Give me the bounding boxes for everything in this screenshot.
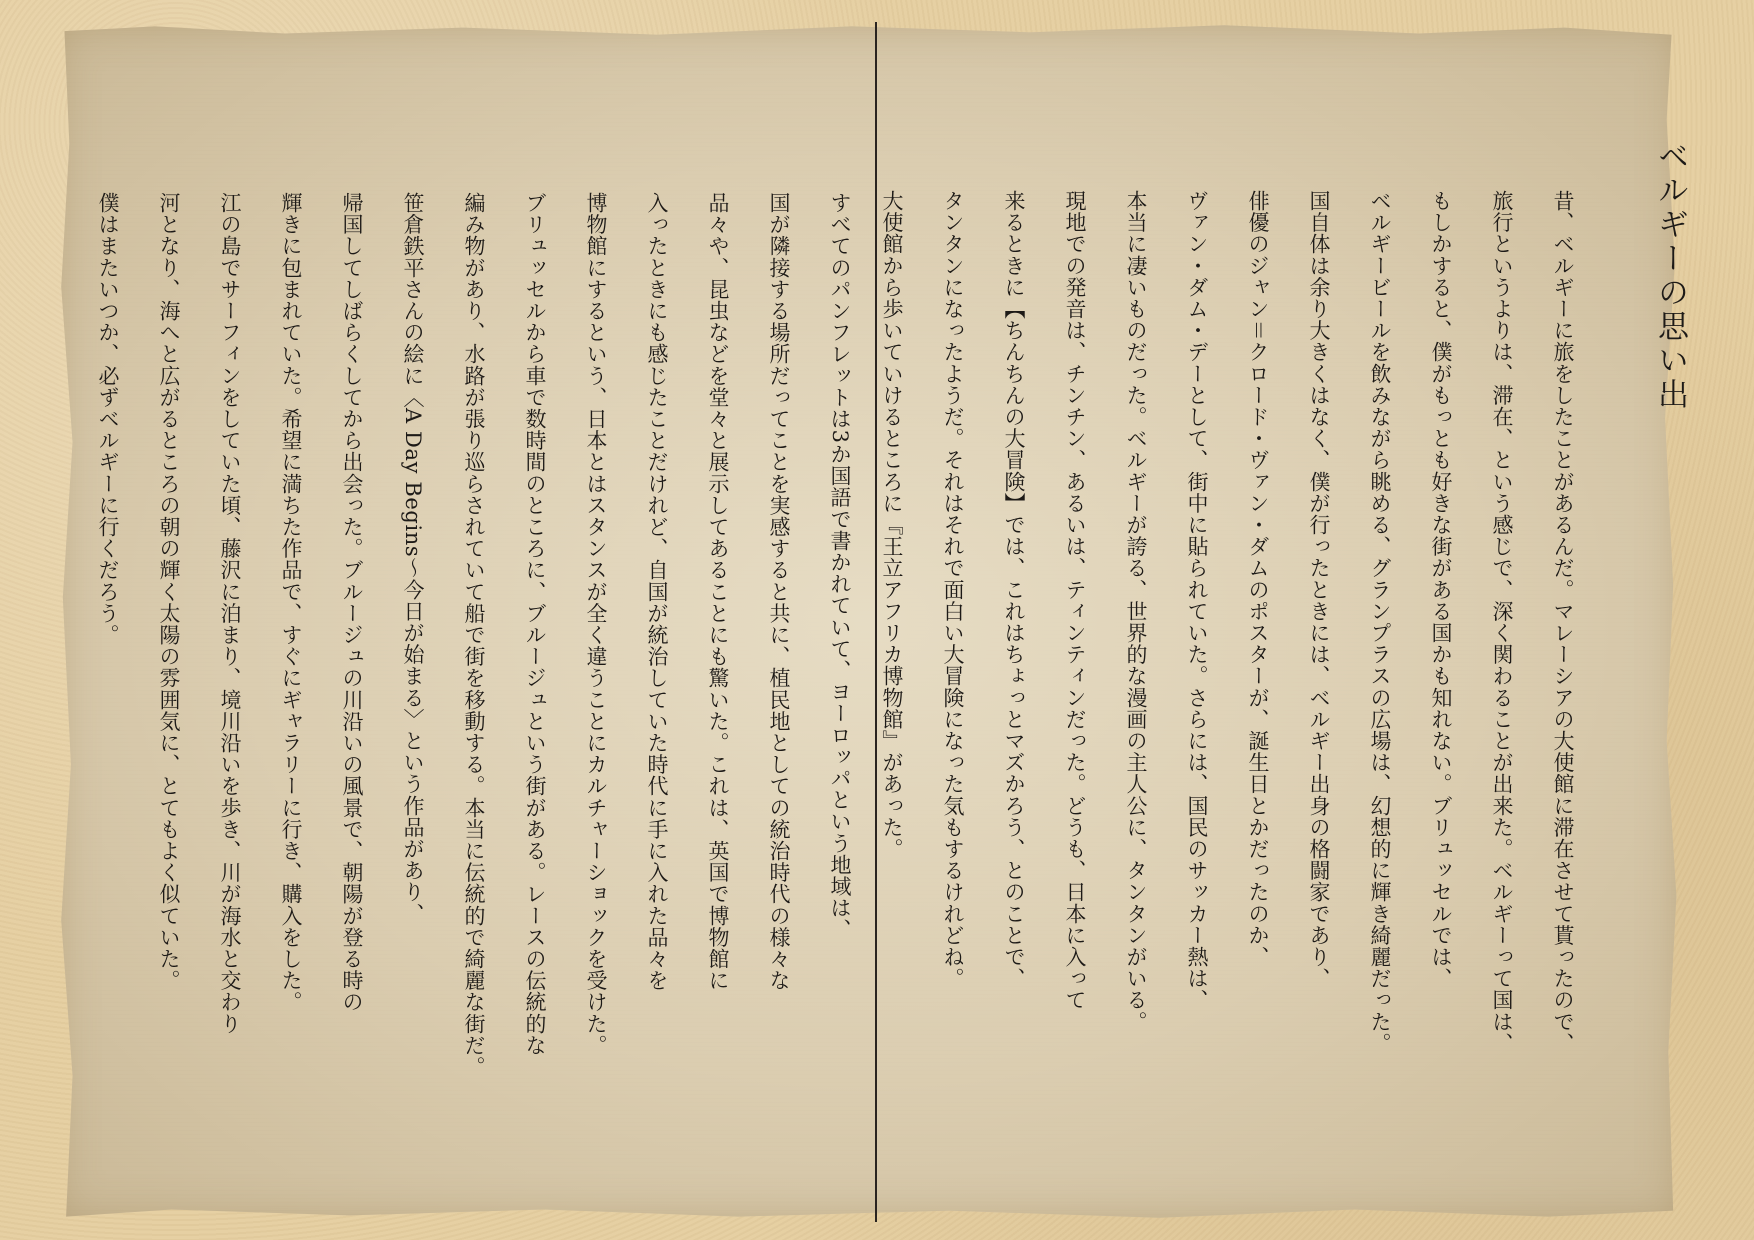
text-line: 編み物があり、水路が張り巡らされていて船で街を移動する。本当に伝統的で綺麗な街だ。 [462, 192, 486, 1078]
text-line: 博物館にするという、日本とはスタンスが全く違うことにカルチャーショックを受けた。 [584, 192, 608, 1056]
text-line: ベルギービールを飲みながら眺める、グランプラスの広場は、幻想的に輝き綺麗だった。 [1368, 190, 1392, 1054]
text-line: 俳優のジャン＝クロード・ヴァン・ダムのポスターが、誕生日とかだったのか、 [1246, 190, 1270, 968]
text-line: 昔、ベルギーに旅をしたことがあるんだ。マレーシアの大使館に滞在させて貰ったので、 [1551, 190, 1575, 1054]
text-line: 品々や、昆虫などを堂々と展示してあることにも驚いた。これは、英国で博物館に [706, 192, 730, 992]
document-title: ベルギーの思い出 [1652, 140, 1688, 412]
text-line: 江の島でサーフィンをしていた頃、藤沢に泊まり、境川沿いを歩き、川が海水と交わり [218, 192, 242, 1035]
text-line: 国が隣接する場所だってことを実感すると共に、植民地としての統治時代の様々な [767, 192, 791, 992]
text-line: 河となり、海へと広がるところの朝の輝く太陽の雰囲気に、とてもよく似ていた。 [157, 192, 181, 992]
right-page [880, 60, 1700, 1180]
text-line: 入ったときにも感じたことだけれど、自国が統治していた時代に手に入れた品々を [645, 192, 669, 992]
text-line: 本当に凄いものだった。ベルギーが誇る、世界的な漫画の主人公に、タンタンがいる。 [1124, 190, 1148, 1033]
text-line: ブリュッセルから車で数時間のところに、ブルージュという街がある。レースの伝統的な [523, 192, 547, 1056]
text-line: タンタンになったようだ。それはそれで面白い大冒険になった気もするけれどね。 [941, 190, 965, 990]
text-line: 現地での発音は、チンチン、あるいは、ティンティンだった。どうも、日本に入って [1063, 190, 1087, 1011]
text-line: すべてのパンフレットは3か国語で書かれていて、ヨーロッパという地域は、 [828, 192, 852, 941]
text-line: 旅行というよりは、滞在、という感じで、深く関わることが出来た。ベルギーって国は、 [1490, 190, 1514, 1054]
text-line: 帰国してしばらくしてから出会った。ブルージュの川沿いの風景で、朝陽が登る時の [340, 192, 364, 1013]
text-line: 輝きに包まれていた。希望に満ちた作品で、すぐにギャラリーに行き、購入をした。 [279, 192, 303, 1013]
text-line: ヴァン・ダム・デーとして、街中に貼られていた。さらには、国民のサッカー熱は、 [1185, 190, 1209, 1011]
text-line: 来るときに【ちんちんの大冒険】では、これはちょっとマズかろう、とのことで、 [1002, 190, 1026, 990]
text-line: もしかすると、僕がもっとも好きな街がある国かも知れない。ブリュッセルでは、 [1429, 190, 1453, 990]
left-page [70, 60, 870, 1180]
page-divider [875, 22, 877, 1222]
text-line: 国自体は余り大きくはなく、僕が行ったときには、ベルギー出身の格闘家であり、 [1307, 190, 1331, 990]
text-line: 大使館から歩いていけるところに『王立アフリカ博物館』があった。 [880, 190, 904, 860]
text-line: 笹倉鉄平さんの絵に〈A Day Begins～今日が始まる〉という作品があり、 [401, 192, 425, 925]
text-line: 僕はまたいつか、必ずベルギーに行くだろう。 [96, 192, 120, 646]
